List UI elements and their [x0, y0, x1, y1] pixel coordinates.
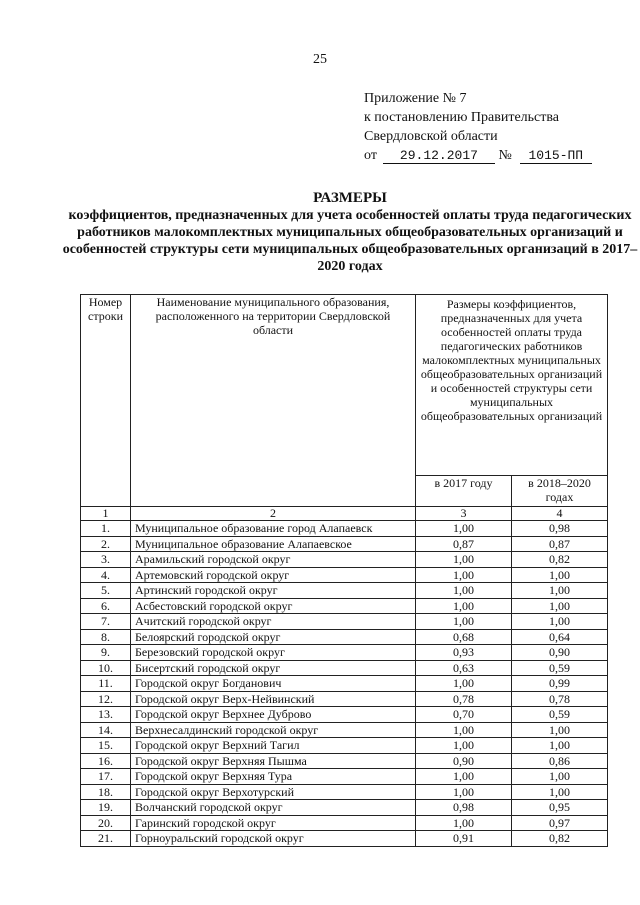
coefficient-2018-2020: 0,64 — [512, 629, 608, 645]
coefficient-2017: 1,00 — [416, 583, 512, 599]
row-number: 4. — [81, 567, 131, 583]
row-number: 5. — [81, 583, 131, 599]
coefficient-2017: 0,90 — [416, 753, 512, 769]
coefficients-table — [80, 294, 608, 847]
table-row — [81, 521, 608, 537]
coefficient-2017: 1,00 — [416, 552, 512, 568]
row-number: 17. — [81, 769, 131, 785]
row-number: 7. — [81, 614, 131, 630]
coefficient-2018-2020: 0,87 — [512, 536, 608, 552]
header-2018-2020: в 2018–2020 годах — [512, 476, 608, 507]
coefficient-2017: 0,91 — [416, 831, 512, 847]
table-row — [81, 769, 608, 785]
row-number: 12. — [81, 691, 131, 707]
coefficient-2018-2020: 1,00 — [512, 583, 608, 599]
appendix-title: Приложение № 7 — [364, 91, 467, 106]
coefficient-2017: 0,78 — [416, 691, 512, 707]
municipality-name: Артинский городской округ — [131, 583, 416, 599]
coefficient-2017: 1,00 — [416, 598, 512, 614]
municipality-name: Городской округ Верхняя Пышма — [131, 753, 416, 769]
coefficient-2018-2020: 1,00 — [512, 567, 608, 583]
municipality-name: Городской округ Верхний Тагил — [131, 738, 416, 754]
row-number: 11. — [81, 676, 131, 692]
municipality-name: Асбестовский городской округ — [131, 598, 416, 614]
coefficient-2018-2020: 0,78 — [512, 691, 608, 707]
column-number: 3 — [416, 507, 512, 521]
table-row — [81, 722, 608, 738]
coefficient-2018-2020: 1,00 — [512, 614, 608, 630]
coefficient-2018-2020: 0,90 — [512, 645, 608, 661]
heading-subtitle: коэффициентов, предназначенных для учета особенностей оплаты труда педагогических работников малокомплектных муниципальных общеобразовательных организаций и особенностей структуры сети муниципальных общеобразовательных организаций в 2017–2020 годах — [62, 208, 638, 274]
municipality-name: Арамильский городской округ — [131, 552, 416, 568]
column-number: 1 — [81, 507, 131, 521]
coefficient-2017: 1,00 — [416, 815, 512, 831]
document-heading — [60, 190, 640, 275]
row-number: 3. — [81, 552, 131, 568]
coefficient-2017: 1,00 — [416, 521, 512, 537]
table-row — [81, 691, 608, 707]
coefficient-2017: 1,00 — [416, 722, 512, 738]
coefficient-2018-2020: 1,00 — [512, 769, 608, 785]
decree-date: 29.12.2017 — [383, 148, 495, 164]
row-number: 15. — [81, 738, 131, 754]
municipality-name: Ачитский городской округ — [131, 614, 416, 630]
table-row — [81, 552, 608, 568]
municipality-name: Городской округ Верхотурский — [131, 784, 416, 800]
coefficient-2018-2020: 1,00 — [512, 598, 608, 614]
coefficient-2017: 0,93 — [416, 645, 512, 661]
coefficient-2018-2020: 0,95 — [512, 800, 608, 816]
page-number: 25 — [313, 52, 327, 67]
header-coefficients-group: Размеры коэффициентов, предназначенных для учета особенностей оплаты труда педагогических работников малокомплектных муниципальных общеобразовательных организаций и особенностей структуры сети муниципальных общеобразовательных организаций — [416, 295, 608, 476]
table-row — [81, 753, 608, 769]
row-number: 10. — [81, 660, 131, 676]
header-row-number: Номер строки — [81, 295, 131, 507]
coefficient-2017: 1,00 — [416, 738, 512, 754]
coefficient-2018-2020: 0,82 — [512, 831, 608, 847]
row-number: 9. — [81, 645, 131, 661]
row-number: 21. — [81, 831, 131, 847]
municipality-name: Горноуральский городской округ — [131, 831, 416, 847]
municipality-name: Гаринский городской округ — [131, 815, 416, 831]
table-row — [81, 707, 608, 723]
coefficient-2018-2020: 0,86 — [512, 753, 608, 769]
table-row — [81, 583, 608, 599]
municipality-name: Городской округ Богданович — [131, 676, 416, 692]
row-number: 2. — [81, 536, 131, 552]
municipality-name: Бисертский городской округ — [131, 660, 416, 676]
coefficient-2017: 1,00 — [416, 614, 512, 630]
row-number: 13. — [81, 707, 131, 723]
coefficient-2017: 0,98 — [416, 800, 512, 816]
row-number: 6. — [81, 598, 131, 614]
coefficient-2018-2020: 0,59 — [512, 660, 608, 676]
table-row — [81, 815, 608, 831]
row-number: 19. — [81, 800, 131, 816]
appendix-region: Свердловской области — [364, 129, 498, 144]
municipality-name: Волчанский городской округ — [131, 800, 416, 816]
decree-number: 1015-ПП — [520, 148, 592, 164]
heading-title: РАЗМЕРЫ — [313, 190, 387, 206]
table-row — [81, 800, 608, 816]
municipality-name: Артемовский городской округ — [131, 567, 416, 583]
table-row — [81, 536, 608, 552]
table-row — [81, 629, 608, 645]
row-number: 18. — [81, 784, 131, 800]
municipality-name: Городской округ Верх-Нейвинский — [131, 691, 416, 707]
coefficient-2017: 0,70 — [416, 707, 512, 723]
table-row — [81, 598, 608, 614]
table-row — [81, 784, 608, 800]
coefficient-2018-2020: 0,99 — [512, 676, 608, 692]
row-number: 8. — [81, 629, 131, 645]
municipality-name: Белоярский городской округ — [131, 629, 416, 645]
header-2017: в 2017 году — [416, 476, 512, 507]
table-row — [81, 645, 608, 661]
municipality-name: Городской округ Верхняя Тура — [131, 769, 416, 785]
appendix-date-line — [364, 146, 592, 165]
coefficient-2018-2020: 0,82 — [512, 552, 608, 568]
table-row — [81, 738, 608, 754]
header-municipality: Наименование муниципального образования, расположенного на территории Свердловской области — [131, 295, 416, 507]
coefficient-2017: 0,63 — [416, 660, 512, 676]
table-row — [81, 567, 608, 583]
column-numbers-row — [81, 507, 608, 521]
coefficient-2018-2020: 0,59 — [512, 707, 608, 723]
table-row — [81, 614, 608, 630]
appendix-block — [364, 89, 592, 165]
column-number: 2 — [131, 507, 416, 521]
row-number: 1. — [81, 521, 131, 537]
coefficient-2018-2020: 1,00 — [512, 738, 608, 754]
coefficient-2017: 1,00 — [416, 676, 512, 692]
coefficient-2017: 1,00 — [416, 567, 512, 583]
municipality-name: Верхнесалдинский городской округ — [131, 722, 416, 738]
from-label: от — [364, 148, 377, 163]
table-body — [81, 521, 608, 847]
appendix-decree: к постановлению Правительства — [364, 110, 560, 125]
coefficient-2018-2020: 1,00 — [512, 784, 608, 800]
coefficient-2017: 1,00 — [416, 769, 512, 785]
coefficient-2018-2020: 0,97 — [512, 815, 608, 831]
municipality-name: Городской округ Верхнее Дуброво — [131, 707, 416, 723]
table-row — [81, 831, 608, 847]
table-row — [81, 660, 608, 676]
municipality-name: Муниципальное образование Алапаевское — [131, 536, 416, 552]
row-number: 14. — [81, 722, 131, 738]
coefficient-2018-2020: 1,00 — [512, 722, 608, 738]
row-number: 16. — [81, 753, 131, 769]
coefficient-2017: 0,87 — [416, 536, 512, 552]
row-number: 20. — [81, 815, 131, 831]
coefficient-2018-2020: 0,98 — [512, 521, 608, 537]
municipality-name: Березовский городской округ — [131, 645, 416, 661]
coefficient-2017: 0,68 — [416, 629, 512, 645]
number-label: № — [498, 148, 512, 163]
column-number: 4 — [512, 507, 608, 521]
municipality-name: Муниципальное образование город Алапаевск — [131, 521, 416, 537]
coefficient-2017: 1,00 — [416, 784, 512, 800]
table-row — [81, 676, 608, 692]
